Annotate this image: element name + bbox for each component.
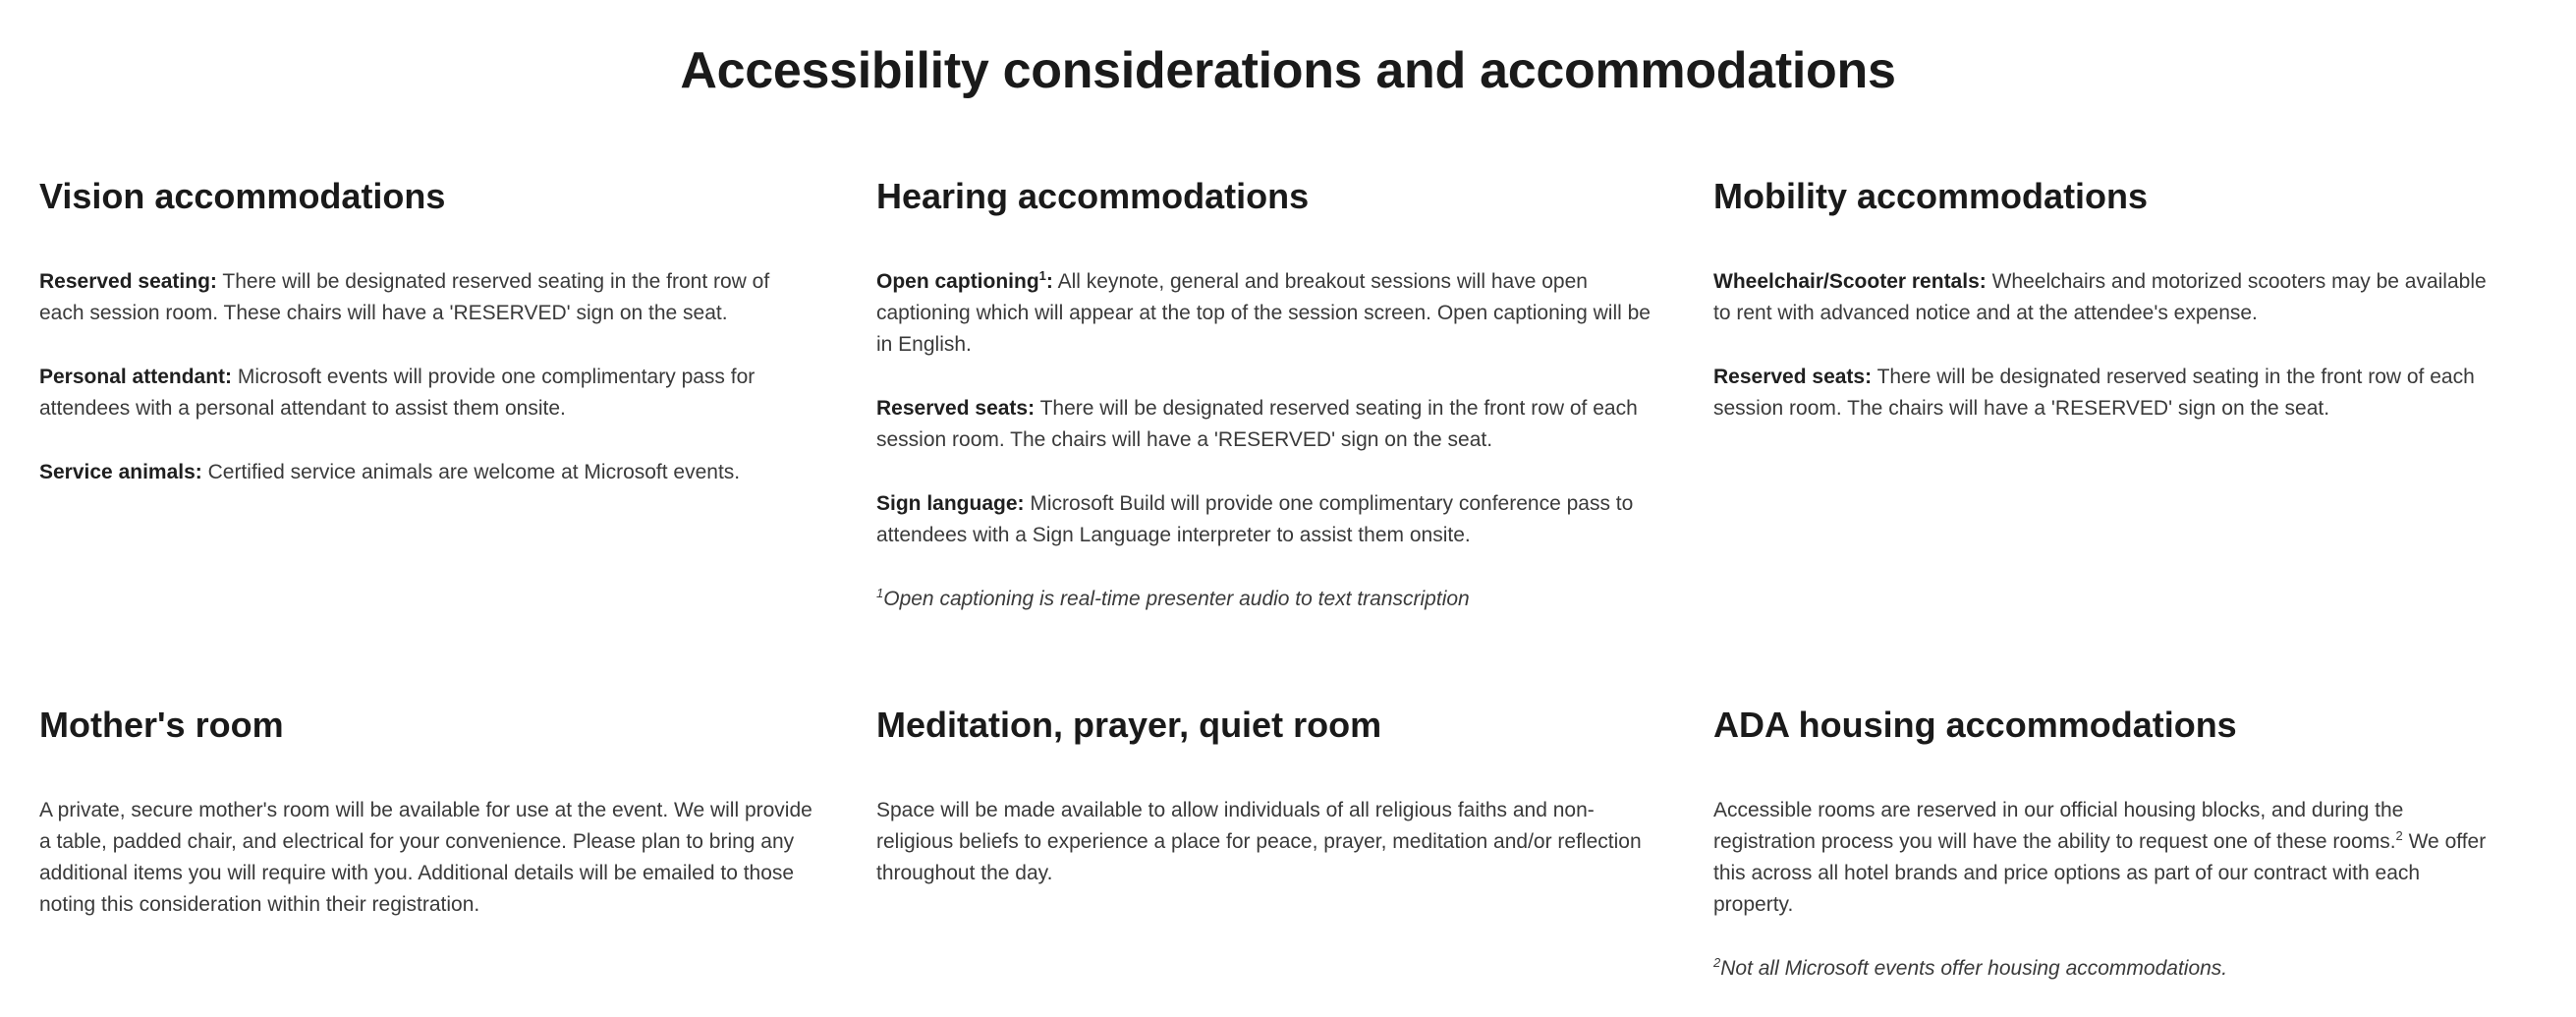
vision-personal-attendant [39,362,815,424]
mothers-room-text: A private, secure mother's room will be available for use at the event. We will provide a table, padded chair, and electrical for your convenience. Please plan to bring any additional items you will require with you. Additional details will be emailed to those noting this consideration within their registration. [39,799,812,917]
mothers-room-heading: Mother's room [39,705,284,745]
ada-footnote-marker-inline: 2 [2395,828,2403,844]
open-captioning-colon: : [1045,270,1053,294]
page-title: Accessibility considerations and accommodations [680,42,1896,99]
personal-attendant-label: Personal attendant: [39,366,233,389]
ada-footnote-marker: 2 [1713,955,1721,971]
mobility-heading: Mobility accommodations [1713,176,2149,216]
sign-language-label: Sign language: [876,492,1025,516]
service-animals-text: Certified service animals are welcome at Microsoft events. [207,461,741,484]
hearing-reserved-seats [876,393,1652,456]
open-captioning-text: All keynote, general and breakout sessions will have open captioning which will appear at the top of the session screen. Open captioning will be in English. [876,270,1651,357]
vision-heading: Vision accommodations [39,176,446,216]
hearing-sign-language [876,488,1652,551]
hearing-footnote-text: Open captioning is real-time presenter audio to text transcription [883,588,1470,611]
service-animals-label: Service animals: [39,461,202,484]
hearing-footnote-marker: 1 [876,586,884,601]
open-captioning-footnote-marker: 1 [1038,268,1046,284]
hearing-reserved-seats-text: There will be designated reserved seating in the front row of each session room. The chairs will have a 'RESERVED' sign on the seat. [876,397,1638,452]
ada-text-main: Accessible rooms are reserved in our official housing blocks, and during the registration process you will have the ability to request one of these rooms. [1713,799,2404,854]
wheelchair-rentals-text: Wheelchairs and motorized scooters may be available to rent with advanced notice and at the attendee's expense. [1713,270,2487,325]
vision-service-animals [39,457,815,488]
sign-language-text: Microsoft Build will provide one complimentary conference pass to attendees with a Sign Language interpreter to assist them onsite. [876,492,1634,547]
ada-footnote-text: Not all Microsoft events offer housing accommodations. [1720,957,2228,981]
reserved-seating-text: There will be designated reserved seating in the front row of each session room. These chairs will have a 'RESERVED' sign on the seat. [39,270,770,325]
mobility-reserved-seats [1713,362,2499,424]
meditation-text: Space will be made available to allow individuals of all religious faiths and non-religious beliefs to experience a place for peace, prayer, meditation and/or reflection throughout the day. [876,799,1642,885]
open-captioning-label-text: Open captioning [876,270,1039,294]
meditation-room-section [876,704,1652,922]
meditation-heading: Meditation, prayer, quiet room [876,705,1382,745]
reserved-seating-label: Reserved seating: [39,270,217,294]
hearing-reserved-seats-label: Reserved seats: [876,397,1036,421]
mobility-wheelchair-rentals [1713,266,2499,329]
ada-housing-section [1713,704,2499,1017]
vision-reserved-seating [39,266,815,329]
ada-heading: ADA housing accommodations [1713,705,2237,745]
vision-accommodations-section [39,175,815,521]
personal-attendant-text: Microsoft events will provide one complimentary pass for attendees with a personal attendant to assist them onsite. [39,366,756,421]
mothers-room-section [39,704,815,953]
ada-text-after: We offer this across all hotel brands and price options as part of our contract with each property. [1713,830,2487,917]
hearing-accommodations-section [876,175,1652,648]
hearing-open-captioning [876,266,1652,361]
mobility-reserved-seats-label: Reserved seats: [1713,366,1873,389]
hearing-heading: Hearing accommodations [876,176,1310,216]
hearing-footnote [876,584,1652,615]
ada-footnote [1713,953,2499,985]
ada-text [1713,795,2499,921]
mobility-accommodations-section [1713,175,2499,457]
open-captioning-label [876,270,1053,293]
mobility-reserved-seats-text: There will be designated reserved seating in the front row of each session room. The chairs will have a 'RESERVED' sign on the seat. [1713,366,2475,421]
wheelchair-rentals-label: Wheelchair/Scooter rentals: [1713,270,1987,294]
